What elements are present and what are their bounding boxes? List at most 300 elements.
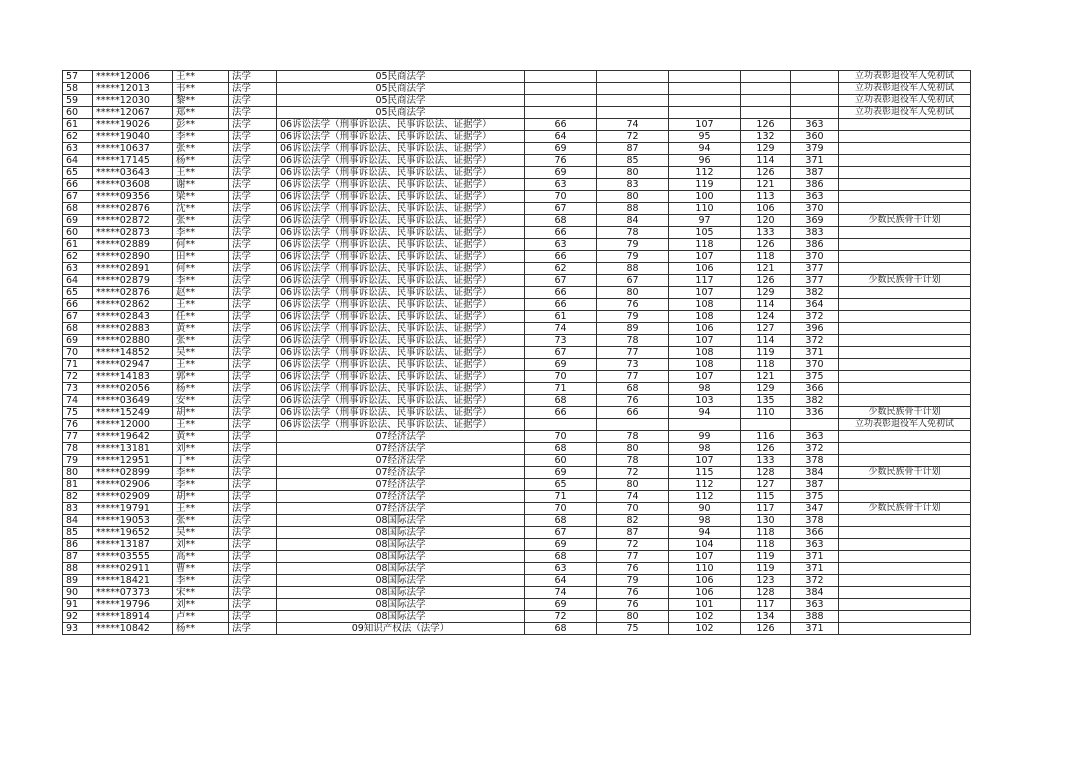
score-politics: 71 [525,491,597,503]
score-politics: 64 [525,131,597,143]
remark [839,587,971,599]
total-score: 366 [791,527,839,539]
row-number: 89 [63,575,93,587]
major: 法学 [229,227,277,239]
row-number: 88 [63,563,93,575]
research-direction: 05民商法学 [277,107,525,119]
score-subject-2 [741,107,791,119]
research-direction: 07经济法学 [277,467,525,479]
score-foreign-language: 67 [597,275,669,287]
research-direction: 06诉讼法学（刑事诉讼法、民事诉讼法、证据学） [277,395,525,407]
row-number: 76 [63,419,93,431]
remark [839,539,971,551]
table-row [63,611,971,623]
score-foreign-language: 78 [597,227,669,239]
table-row [63,83,971,95]
score-politics [525,107,597,119]
candidate-id: *****14183 [93,371,173,383]
table-row [63,503,971,515]
score-foreign-language: 76 [597,563,669,575]
candidate-name: 王** [173,167,229,179]
candidate-name: 田** [173,251,229,263]
research-direction: 06诉讼法学（刑事诉讼法、民事诉讼法、证据学） [277,191,525,203]
score-subject-1: 102 [669,611,741,623]
remark [839,335,971,347]
table-row [63,539,971,551]
candidate-id: *****19026 [93,119,173,131]
major: 法学 [229,83,277,95]
score-subject-2: 114 [741,299,791,311]
candidate-name: 宋** [173,587,229,599]
score-subject-2: 123 [741,575,791,587]
major: 法学 [229,131,277,143]
research-direction: 06诉讼法学（刑事诉讼法、民事诉讼法、证据学） [277,419,525,431]
score-subject-1: 94 [669,527,741,539]
total-score: 387 [791,167,839,179]
score-foreign-language: 72 [597,539,669,551]
score-subject-2: 121 [741,371,791,383]
candidate-name: 张** [173,215,229,227]
score-subject-2: 126 [741,239,791,251]
score-subject-2: 119 [741,551,791,563]
remark [839,491,971,503]
research-direction: 06诉讼法学（刑事诉讼法、民事诉讼法、证据学） [277,299,525,311]
table-row [63,311,971,323]
remark [839,155,971,167]
row-number: 80 [63,467,93,479]
candidate-id: *****02911 [93,563,173,575]
candidate-id: *****13187 [93,539,173,551]
candidate-name: 张** [173,143,229,155]
row-number: 66 [63,299,93,311]
row-number: 93 [63,623,93,635]
row-number: 84 [63,515,93,527]
candidate-id: *****02879 [93,275,173,287]
score-foreign-language [597,419,669,431]
major: 法学 [229,347,277,359]
score-politics: 76 [525,155,597,167]
candidate-name: 刘** [173,443,229,455]
total-score: 377 [791,263,839,275]
score-foreign-language [597,107,669,119]
score-politics: 68 [525,443,597,455]
score-subject-1 [669,83,741,95]
candidate-name: 韦** [173,83,229,95]
row-number: 65 [63,167,93,179]
major: 法学 [229,443,277,455]
candidate-id: *****03608 [93,179,173,191]
major: 法学 [229,515,277,527]
score-subject-1: 101 [669,599,741,611]
score-politics: 70 [525,431,597,443]
score-subject-2: 121 [741,263,791,275]
table-row [63,275,971,287]
table-row [63,347,971,359]
table-row [63,431,971,443]
score-foreign-language [597,71,669,83]
score-subject-2 [741,71,791,83]
total-score: 372 [791,443,839,455]
table-row [63,371,971,383]
row-number: 61 [63,239,93,251]
score-subject-1: 98 [669,515,741,527]
candidate-name: 刘** [173,599,229,611]
research-direction: 07经济法学 [277,491,525,503]
table-row [63,167,971,179]
research-direction: 08国际法学 [277,527,525,539]
score-politics: 61 [525,311,597,323]
candidate-id: *****03555 [93,551,173,563]
candidate-name: 丁** [173,455,229,467]
major: 法学 [229,71,277,83]
research-direction: 08国际法学 [277,539,525,551]
table-row [63,251,971,263]
total-score: 375 [791,491,839,503]
candidate-id: *****02873 [93,227,173,239]
major: 法学 [229,479,277,491]
total-score: 375 [791,371,839,383]
score-subject-2: 115 [741,491,791,503]
score-foreign-language: 87 [597,527,669,539]
research-direction: 05民商法学 [277,71,525,83]
candidate-name: 卢** [173,611,229,623]
score-foreign-language: 80 [597,479,669,491]
score-foreign-language: 73 [597,359,669,371]
score-politics: 74 [525,323,597,335]
candidate-name: 杨** [173,155,229,167]
research-direction: 08国际法学 [277,563,525,575]
table-row [63,623,971,635]
candidate-id: *****17145 [93,155,173,167]
major: 法学 [229,587,277,599]
candidate-name: 王** [173,71,229,83]
score-politics: 73 [525,335,597,347]
research-direction: 06诉讼法学（刑事诉讼法、民事诉讼法、证据学） [277,371,525,383]
table-row [63,335,971,347]
table-row [63,383,971,395]
row-number: 90 [63,587,93,599]
score-subject-1 [669,419,741,431]
row-number: 92 [63,611,93,623]
row-number: 62 [63,131,93,143]
score-subject-1: 108 [669,359,741,371]
candidate-name: 沈** [173,203,229,215]
remark [839,599,971,611]
score-politics: 72 [525,611,597,623]
remark: 少数民族骨干计划 [839,215,971,227]
row-number: 82 [63,491,93,503]
row-number: 60 [63,107,93,119]
research-direction: 07经济法学 [277,431,525,443]
research-direction: 06诉讼法学（刑事诉讼法、民事诉讼法、证据学） [277,323,525,335]
candidate-name: 梁** [173,191,229,203]
research-direction: 06诉讼法学（刑事诉讼法、民事诉讼法、证据学） [277,275,525,287]
candidate-id: *****02876 [93,287,173,299]
research-direction: 06诉讼法学（刑事诉讼法、民事诉讼法、证据学） [277,131,525,143]
score-subject-1: 107 [669,119,741,131]
candidate-name: 王** [173,359,229,371]
score-subject-1: 99 [669,431,741,443]
candidate-name: 彭** [173,119,229,131]
score-subject-2: 126 [741,275,791,287]
table-row [63,107,971,119]
remark: 立功表彰退役军人免初试 [839,419,971,431]
row-number: 68 [63,323,93,335]
major: 法学 [229,563,277,575]
candidate-id: *****07373 [93,587,173,599]
score-subject-1: 107 [669,551,741,563]
candidate-id: *****02909 [93,491,173,503]
total-score: 386 [791,239,839,251]
total-score: 377 [791,275,839,287]
score-foreign-language: 76 [597,299,669,311]
total-score: 382 [791,395,839,407]
remark [839,455,971,467]
score-subject-2: 118 [741,251,791,263]
row-number: 70 [63,347,93,359]
score-subject-2: 126 [741,119,791,131]
remark [839,131,971,143]
total-score: 336 [791,407,839,419]
total-score [791,95,839,107]
remark [839,239,971,251]
remark [839,551,971,563]
candidate-id: *****18914 [93,611,173,623]
candidate-name: 黎** [173,95,229,107]
remark [839,311,971,323]
candidate-name: 高** [173,551,229,563]
remark [839,431,971,443]
candidate-id: *****12030 [93,95,173,107]
score-politics: 69 [525,539,597,551]
score-politics: 68 [525,515,597,527]
score-politics: 66 [525,227,597,239]
score-subject-1: 119 [669,179,741,191]
score-subject-2: 134 [741,611,791,623]
score-politics: 69 [525,599,597,611]
table-row [63,119,971,131]
score-subject-1: 94 [669,143,741,155]
table-row [63,599,971,611]
table-row [63,527,971,539]
score-subject-2: 127 [741,323,791,335]
row-number: 69 [63,215,93,227]
score-subject-2: 129 [741,383,791,395]
total-score: 369 [791,215,839,227]
research-direction: 06诉讼法学（刑事诉讼法、民事诉讼法、证据学） [277,203,525,215]
research-direction: 08国际法学 [277,575,525,587]
table-row [63,215,971,227]
major: 法学 [229,467,277,479]
candidate-id: *****02883 [93,323,173,335]
research-direction: 06诉讼法学（刑事诉讼法、民事诉讼法、证据学） [277,215,525,227]
score-politics: 69 [525,167,597,179]
score-politics: 70 [525,371,597,383]
score-politics: 62 [525,263,597,275]
total-score: 371 [791,155,839,167]
major: 法学 [229,95,277,107]
remark: 立功表彰退役军人免初试 [839,95,971,107]
candidate-id: *****02843 [93,311,173,323]
table-row [63,95,971,107]
candidate-name: 胡** [173,491,229,503]
score-politics: 66 [525,407,597,419]
research-direction: 06诉讼法学（刑事诉讼法、民事诉讼法、证据学） [277,251,525,263]
score-politics: 69 [525,467,597,479]
score-subject-2: 120 [741,215,791,227]
score-foreign-language: 77 [597,347,669,359]
row-number: 64 [63,275,93,287]
score-politics: 68 [525,215,597,227]
score-subject-2: 117 [741,599,791,611]
row-number: 57 [63,71,93,83]
major: 法学 [229,383,277,395]
score-foreign-language: 87 [597,143,669,155]
row-number: 83 [63,503,93,515]
score-subject-1: 98 [669,383,741,395]
score-politics: 71 [525,383,597,395]
row-number: 77 [63,431,93,443]
row-number: 59 [63,95,93,107]
candidate-name: 郭** [173,371,229,383]
candidate-id: *****02876 [93,203,173,215]
row-number: 91 [63,599,93,611]
total-score: 378 [791,515,839,527]
research-direction: 08国际法学 [277,611,525,623]
candidate-id: *****02862 [93,299,173,311]
remark: 少数民族骨干计划 [839,467,971,479]
total-score: 363 [791,599,839,611]
score-politics: 67 [525,527,597,539]
score-foreign-language: 68 [597,383,669,395]
research-direction: 07经济法学 [277,443,525,455]
row-number: 72 [63,371,93,383]
table-row [63,155,971,167]
score-foreign-language: 76 [597,395,669,407]
candidate-id: *****10637 [93,143,173,155]
score-subject-1: 106 [669,323,741,335]
candidate-id: *****10842 [93,623,173,635]
candidate-name: 杨** [173,623,229,635]
major: 法学 [229,407,277,419]
remark: 少数民族骨干计划 [839,503,971,515]
major: 法学 [229,371,277,383]
score-foreign-language: 80 [597,287,669,299]
table-row [63,407,971,419]
candidate-id: *****19642 [93,431,173,443]
remark [839,623,971,635]
score-subject-2: 128 [741,467,791,479]
score-subject-2: 133 [741,227,791,239]
table-row [63,563,971,575]
research-direction: 08国际法学 [277,551,525,563]
score-politics: 66 [525,251,597,263]
score-subject-1 [669,71,741,83]
score-subject-2: 126 [741,443,791,455]
score-foreign-language: 88 [597,263,669,275]
candidate-name: 刘** [173,539,229,551]
remark [839,479,971,491]
score-foreign-language [597,83,669,95]
remark: 立功表彰退役军人免初试 [839,107,971,119]
row-number: 68 [63,203,93,215]
score-subject-2: 127 [741,479,791,491]
major: 法学 [229,203,277,215]
score-foreign-language: 89 [597,323,669,335]
research-direction: 06诉讼法学（刑事诉讼法、民事诉讼法、证据学） [277,155,525,167]
research-direction: 06诉讼法学（刑事诉讼法、民事诉讼法、证据学） [277,359,525,371]
table-row [63,239,971,251]
score-subject-1: 110 [669,563,741,575]
research-direction: 06诉讼法学（刑事诉讼法、民事诉讼法、证据学） [277,287,525,299]
total-score: 384 [791,467,839,479]
score-subject-1: 100 [669,191,741,203]
candidate-name: 黄** [173,431,229,443]
research-direction: 06诉讼法学（刑事诉讼法、民事诉讼法、证据学） [277,227,525,239]
row-number: 79 [63,455,93,467]
score-subject-1: 95 [669,131,741,143]
score-subject-1: 106 [669,575,741,587]
major: 法学 [229,107,277,119]
score-foreign-language: 83 [597,179,669,191]
total-score: 386 [791,179,839,191]
major: 法学 [229,311,277,323]
remark [839,395,971,407]
candidate-name: 李** [173,227,229,239]
score-subject-1: 102 [669,623,741,635]
score-subject-1: 107 [669,335,741,347]
research-direction: 06诉讼法学（刑事诉讼法、民事诉讼法、证据学） [277,263,525,275]
candidate-name: 胡** [173,407,229,419]
major: 法学 [229,215,277,227]
total-score: 371 [791,551,839,563]
score-subject-2: 130 [741,515,791,527]
table-row [63,551,971,563]
score-foreign-language: 78 [597,455,669,467]
candidate-id: *****02891 [93,263,173,275]
table-row [63,131,971,143]
total-score: 372 [791,575,839,587]
score-foreign-language: 78 [597,431,669,443]
research-direction: 06诉讼法学（刑事诉讼法、民事诉讼法、证据学） [277,407,525,419]
candidate-id: *****12067 [93,107,173,119]
row-number: 75 [63,407,93,419]
remark [839,191,971,203]
candidate-id: *****02880 [93,335,173,347]
major: 法学 [229,359,277,371]
candidate-name: 何** [173,239,229,251]
score-subject-2: 132 [741,131,791,143]
score-subject-1: 90 [669,503,741,515]
total-score [791,83,839,95]
score-subject-1: 112 [669,491,741,503]
score-politics: 66 [525,299,597,311]
major: 法学 [229,143,277,155]
major: 法学 [229,455,277,467]
score-foreign-language: 76 [597,587,669,599]
remark [839,263,971,275]
candidate-name: 曹** [173,563,229,575]
score-subject-1: 107 [669,371,741,383]
score-foreign-language: 72 [597,467,669,479]
table-row [63,179,971,191]
candidate-id: *****12013 [93,83,173,95]
candidate-id: *****02890 [93,251,173,263]
major: 法学 [229,167,277,179]
candidate-id: *****14852 [93,347,173,359]
total-score: 363 [791,119,839,131]
remark [839,383,971,395]
